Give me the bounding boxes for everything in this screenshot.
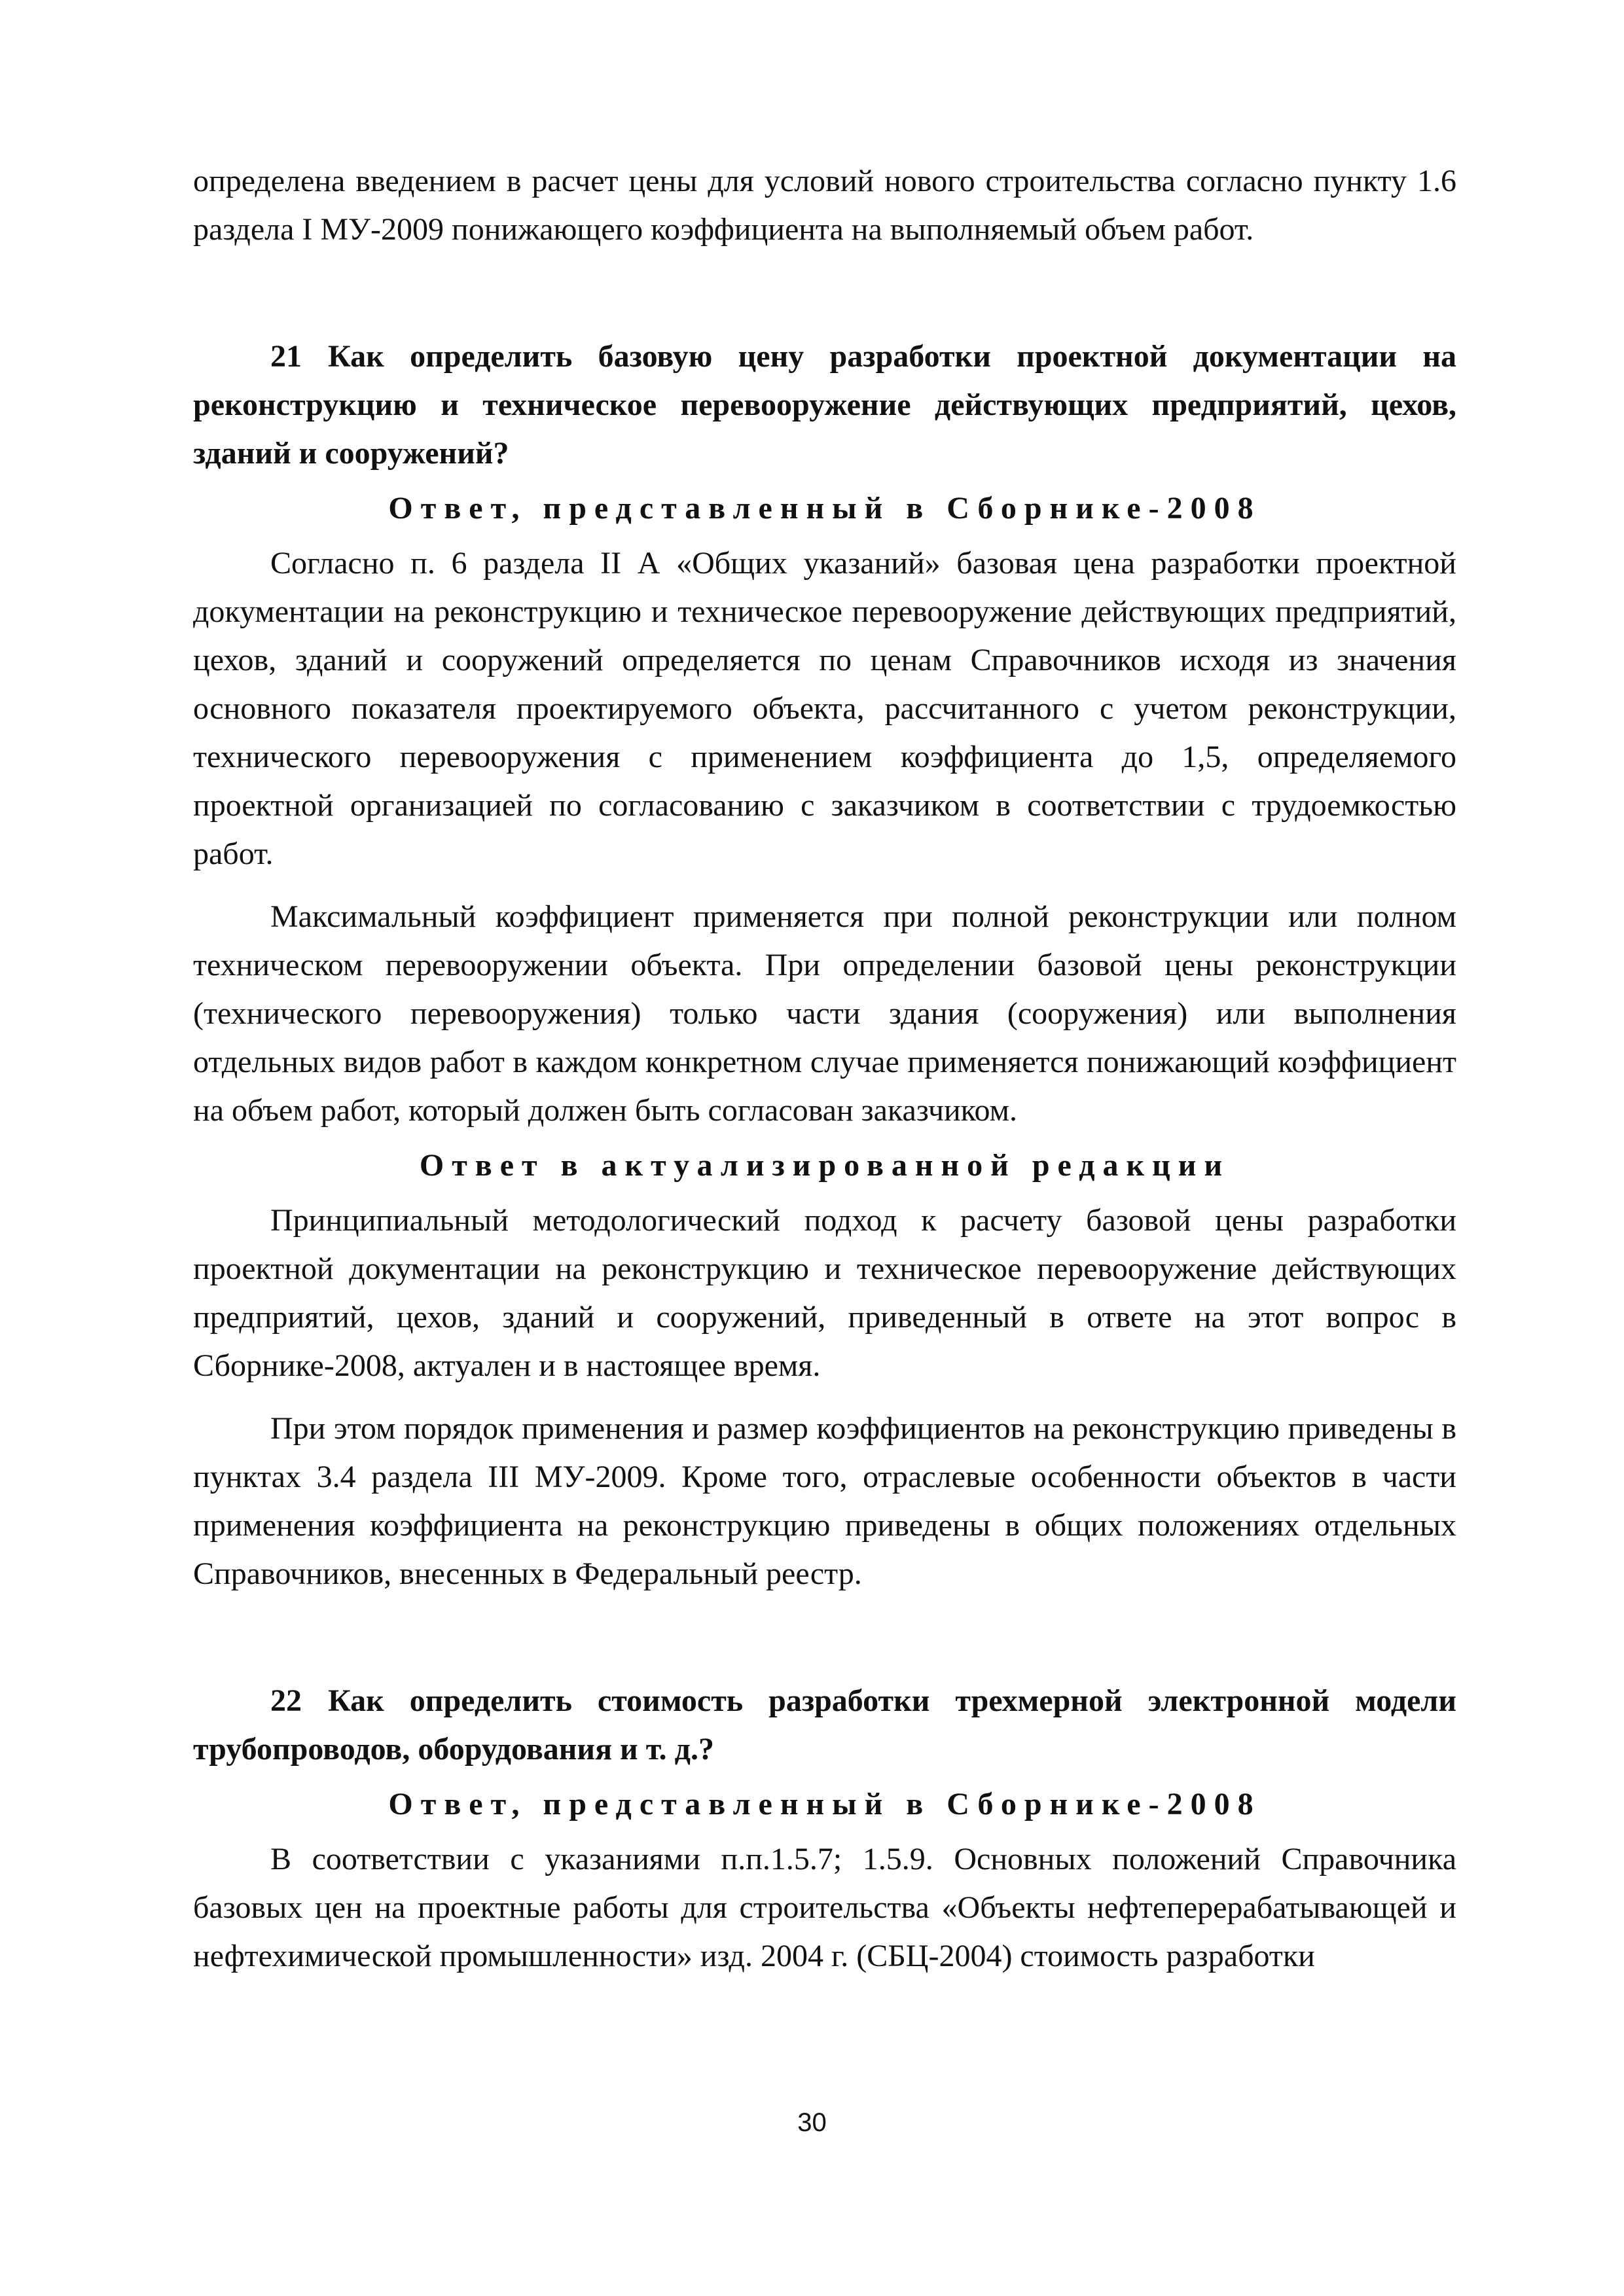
question-21-number: 21 [270,339,302,374]
q22-answer-2008-heading: Ответ, представленный в Сборнике-2008 [388,1787,1261,1821]
q22-answer-2008-paragraph-1: В соответствии с указаниями п.п.1.5.7; 1.5.9. Основных положений Справочника базовых цен на проектные работы для строительства «Объекты нефтеперерабатывающей и нефтехимической промышленности» изд. 2004 г. (СБЦ-2004) стоимость разработки [193,1842,1456,1973]
q21-answer-updated-paragraph-1: Принципиальный методологический подход к расчету базовой цены разработки проектной документации на реконструкцию и техническое перевооружение действующих предприятий, цехов, зданий и сооружений, приведенный в ответе на этот вопрос в Сборнике-2008, актуален и в настоящее время. [193,1203,1456,1383]
question-22-number: 22 [270,1683,302,1718]
q21-answer-updated-heading: Ответ в актуализированной редакции [419,1148,1231,1183]
q21-answer-2008-paragraph-1: Согласно п. 6 раздела II А «Общих указаний» базовая цена разработки проектной документации на реконструкцию и техническое перевооружение действующих предприятий, цехов, зданий и сооружений определяется по ценам Справочников исходя из значения основного показателя проектируемого объекта, рассчитанного с учетом реконструкции, технического перевооружения с применением коэффициента до 1,5, определяемого проектной организацией по согласованию с заказчиком в соответствии с трудоемкостью работ. [193,546,1456,871]
document-page [193,157,1456,1981]
question-21 [193,332,1456,478]
page-number: 30 [797,2108,827,2137]
intro-paragraph: определена введением в расчет цены для условий нового строительства согласно пункту 1.6 раздела I МУ-2009 понижающего коэффициента на выполняемый объем работ. [193,164,1456,247]
q21-answer-2008-heading: Ответ, представленный в Сборнике-2008 [388,491,1261,526]
q21-answer-2008-paragraph-2: Максимальный коэффициент применяется при полной реконструкции или полном техническом перевооружении объекта. При определении базовой цены реконструкции (технического перевооружения) только части здания (сооружения) или выполнения отдельных видов работ в каждом конкретном случае применяется понижающий коэффициент на объем работ, который должен быть согласован заказчиком. [193,899,1456,1128]
q21-answer-updated-paragraph-2: При этом порядок применения и размер коэффициентов на реконструкцию приведены в пунктах 3.4 раздела III МУ-2009. Кроме того, отраслевые особенности объектов в части применения коэффициента на реконструкцию приведены в общих положениях отдельных Справочников, внесенных в Федеральный реестр. [193,1411,1456,1591]
question-22 [193,1677,1456,1774]
question-21-title: Как определить базовую цену разработки проектной документации на реконструкцию и техническое перевооружение действующих предприятий, цехов, зданий и сооружений? [193,339,1456,471]
question-22-title: Как определить стоимость разработки трехмерной электронной модели трубопроводов, оборудования и т. д.? [193,1683,1456,1767]
